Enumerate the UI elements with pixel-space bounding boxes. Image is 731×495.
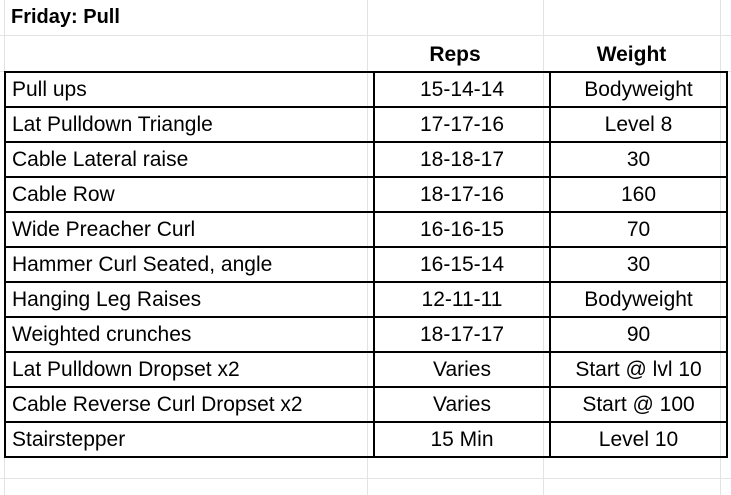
weight-cell[interactable]: Bodyweight (550, 282, 727, 317)
weight-cell[interactable]: 70 (550, 212, 727, 247)
table-row (5, 212, 727, 247)
table-row (5, 107, 727, 142)
header-reps[interactable]: Reps (429, 43, 481, 66)
weight-cell[interactable]: 160 (550, 177, 727, 212)
weight-cell[interactable]: Start @ 100 (550, 387, 727, 422)
reps-cell[interactable]: 16-16-15 (374, 212, 550, 247)
reps-cell[interactable]: 18-17-17 (374, 317, 550, 352)
exercise-cell[interactable]: Pull ups (5, 72, 374, 107)
weight-cell[interactable]: Start @ lvl 10 (550, 352, 727, 387)
reps-cell[interactable]: 18-18-17 (374, 142, 550, 177)
reps-cell[interactable]: 15 Min (374, 422, 550, 457)
exercise-cell[interactable]: Lat Pulldown Triangle (5, 107, 374, 142)
reps-cell[interactable]: 12-11-11 (374, 282, 550, 317)
sheet-title-cell[interactable]: Friday: Pull (11, 6, 120, 28)
workout-table (4, 71, 728, 458)
weight-cell[interactable]: 30 (550, 247, 727, 282)
table-row (5, 142, 727, 177)
weight-cell[interactable]: Bodyweight (550, 72, 727, 107)
reps-cell[interactable]: 16-15-14 (374, 247, 550, 282)
exercise-cell[interactable]: Lat Pulldown Dropset x2 (5, 352, 374, 387)
header-weight[interactable]: Weight (596, 43, 667, 66)
reps-cell[interactable]: 18-17-16 (374, 177, 550, 212)
exercise-cell[interactable]: Weighted crunches (5, 317, 374, 352)
table-row (5, 317, 727, 352)
exercise-cell[interactable]: Stairstepper (5, 422, 374, 457)
exercise-cell[interactable]: Cable Reverse Curl Dropset x2 (5, 387, 374, 422)
table-row (5, 177, 727, 212)
reps-cell[interactable]: Varies (374, 352, 550, 387)
exercise-cell[interactable]: Cable Lateral raise (5, 142, 374, 177)
reps-cell[interactable]: 17-17-16 (374, 107, 550, 142)
weight-cell[interactable]: Level 8 (550, 107, 727, 142)
table-row (5, 72, 727, 107)
gridline-horizontal (0, 35, 731, 36)
table-row (5, 282, 727, 317)
gridline-horizontal (0, 478, 731, 479)
exercise-cell[interactable]: Cable Row (5, 177, 374, 212)
exercise-cell[interactable]: Hanging Leg Raises (5, 282, 374, 317)
table-row (5, 247, 727, 282)
exercise-cell[interactable]: Wide Preacher Curl (5, 212, 374, 247)
table-row (5, 352, 727, 387)
weight-cell[interactable]: Level 10 (550, 422, 727, 457)
reps-cell[interactable]: 15-14-14 (374, 72, 550, 107)
weight-cell[interactable]: 90 (550, 317, 727, 352)
exercise-cell[interactable]: Hammer Curl Seated, angle (5, 247, 374, 282)
weight-cell[interactable]: 30 (550, 142, 727, 177)
table-row (5, 422, 727, 457)
reps-cell[interactable]: Varies (374, 387, 550, 422)
table-row (5, 387, 727, 422)
